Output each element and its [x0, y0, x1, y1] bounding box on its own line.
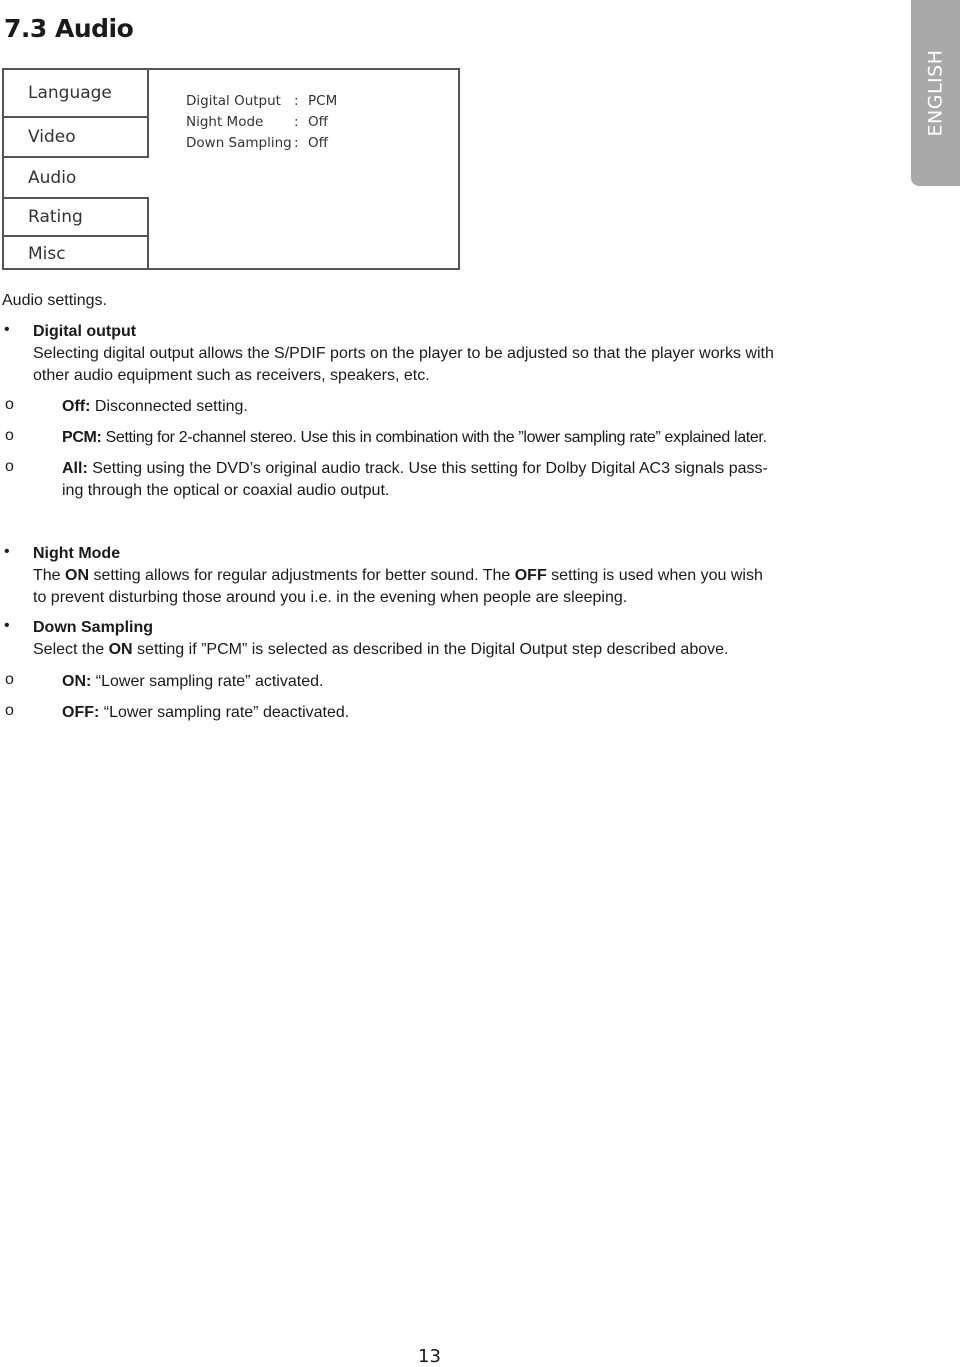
setting-name: Night Mode: [186, 114, 264, 130]
option-label: ON:: [62, 673, 92, 690]
menu-item-misc: Misc: [4, 235, 149, 270]
option-text: Setting using the DVD’s original audio track. Use this setting for Dolby Digital AC3 signals pass-: [87, 460, 768, 477]
option-label: All:: [62, 460, 88, 477]
option-text: “Lower sampling rate” activated.: [91, 673, 324, 690]
setting-name: Digital Output: [186, 93, 281, 109]
text-run-bold: OFF: [514, 567, 547, 584]
sub-bullet-mark: o: [5, 458, 14, 475]
setting-separator: :: [294, 114, 299, 130]
setting-value: Off: [308, 114, 328, 130]
menu-item-rating: Rating: [4, 197, 149, 237]
option-text: Disconnected setting.: [90, 398, 248, 415]
text-run-bold: ON: [108, 641, 133, 658]
digital-output-heading: Digital output: [33, 323, 137, 340]
night-mode-desc-line2: to prevent disturbing those around you i.e. in the evening when people are sleeping.: [33, 589, 628, 606]
sub-bullet-mark: o: [5, 671, 14, 688]
intro-text: Audio settings.: [2, 292, 107, 309]
audio-settings-list: [186, 93, 337, 156]
language-tab: [911, 0, 960, 186]
setting-row-down-sampling: [186, 135, 337, 156]
option-off-down: [62, 702, 349, 724]
setting-row-digital-output: [186, 93, 337, 114]
down-sampling-heading: Down Sampling: [33, 619, 153, 636]
option-label: PCM:: [62, 429, 102, 446]
setting-separator: :: [294, 135, 299, 151]
text-run: setting is used when you wish: [546, 567, 763, 584]
option-text: “Lower sampling rate” deactivated.: [99, 704, 350, 721]
night-mode-desc-line1: [33, 565, 763, 587]
text-run: setting allows for regular adjustments for better sound. The: [89, 567, 515, 584]
sub-bullet-mark: o: [5, 396, 14, 413]
option-label: OFF:: [62, 704, 100, 721]
menu-item-language: Language: [4, 70, 149, 118]
text-run: Select the: [33, 641, 109, 658]
setting-name: Down Sampling: [186, 135, 292, 151]
setting-row-night-mode: [186, 114, 337, 135]
menu-item-video: Video: [4, 116, 149, 158]
sub-bullet-mark: o: [5, 702, 14, 719]
setting-value: Off: [308, 135, 328, 151]
option-all: [62, 458, 768, 480]
sub-bullet-mark: o: [5, 427, 14, 444]
setting-separator: :: [294, 93, 299, 109]
night-mode-heading: Night Mode: [33, 545, 121, 562]
page-number: 13: [418, 1346, 441, 1367]
bullet-mark: •: [4, 543, 10, 560]
option-text: Setting for 2-channel stereo. Use this in combination with the ”lower sampling rate” explained later.: [101, 429, 767, 446]
option-on: [62, 671, 323, 693]
option-all-line2: ing through the optical or coaxial audio output.: [62, 482, 390, 499]
option-pcm: [62, 427, 767, 449]
down-sampling-desc: [33, 639, 728, 661]
audio-menu-figure: [2, 68, 460, 270]
section-title: 7.3 Audio: [4, 14, 134, 43]
setting-value: PCM: [308, 93, 338, 109]
menu-item-audio-selected: Audio: [28, 168, 77, 188]
text-run: The: [33, 567, 66, 584]
bullet-mark: •: [4, 617, 10, 634]
option-off: [62, 396, 248, 418]
text-run: setting if ”PCM” is selected as described in the Digital Output step described above.: [132, 641, 729, 658]
digital-output-desc-line2: other audio equipment such as receivers, speakers, etc.: [33, 367, 430, 384]
digital-output-desc-line1: Selecting digital output allows the S/PDIF ports on the player to be adjusted so that the player works with: [33, 345, 774, 362]
option-label: Off:: [62, 398, 91, 415]
language-tab-label: ENGLISH: [924, 49, 947, 137]
bullet-mark: •: [4, 321, 10, 338]
text-run-bold: ON: [65, 567, 90, 584]
